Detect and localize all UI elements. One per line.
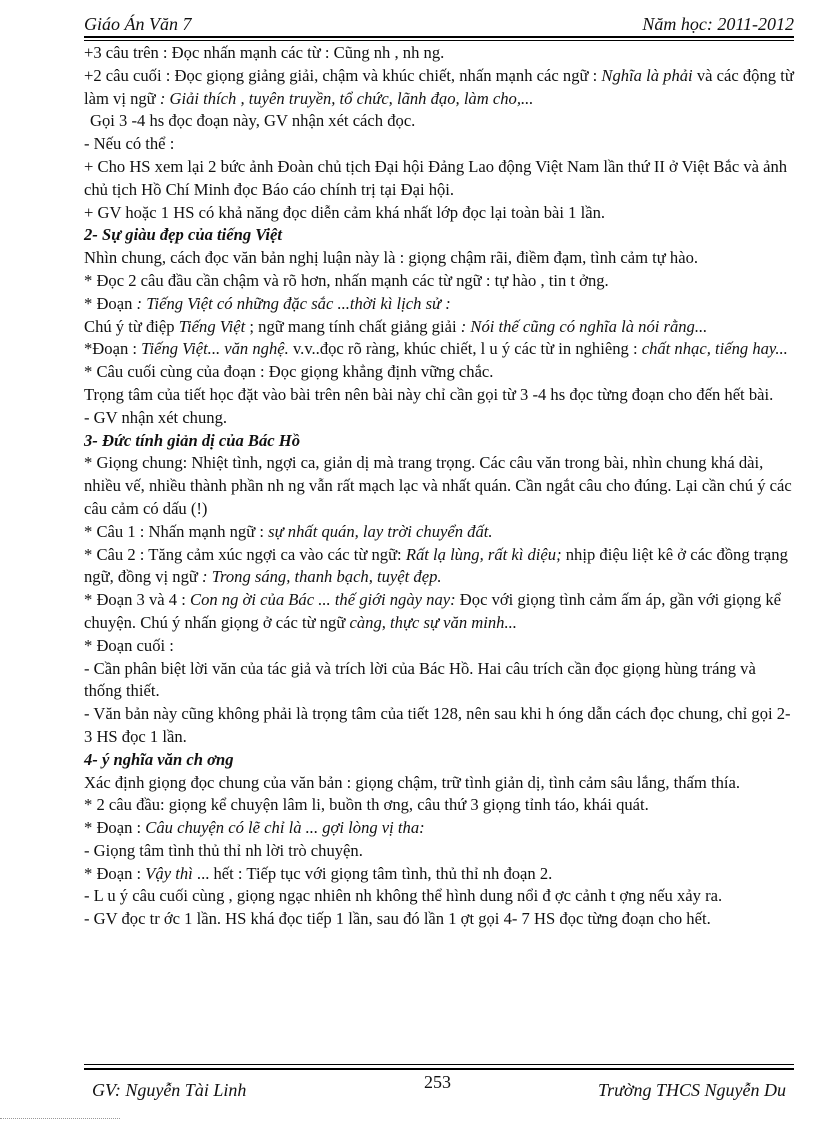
paragraph: Chú ý từ điệp Tiếng Việt ; ngữ mang tính chất giảng giải : Nói thế cũng có nghĩa là nói rằng... (84, 316, 708, 336)
paragraph: Gọi 3 -4 hs đọc đoạn này, GV nhận xét cách đọc. (90, 111, 416, 131)
paragraph: * Đoạn : Câu chuyện có lẽ chỉ là ... gợi lòng vị tha: (84, 818, 425, 838)
page-footer (84, 1074, 794, 1104)
paragraph: - GV đọc tr ớc 1 lần. HS khá đọc tiếp 1 lần, sau đó lần 1 ợt gọi 4- 7 HS đọc từng đoạn cho hết. (84, 909, 711, 929)
section-heading-2: 2- Sự giàu đẹp của tiếng Việt (84, 225, 283, 245)
header-school-year: Năm học: 2011-2012 (642, 14, 794, 34)
paragraph: * 2 câu đầu: giọng kể chuyện lâm li, buồn th ơng, câu thứ 3 giọng tỉnh táo, khái quát. (84, 795, 649, 815)
paragraph: Xác định giọng đọc chung của văn bản : giọng chậm, trữ tình giản dị, tình cảm sâu lắng, thấm thía. (84, 772, 740, 792)
header-rule-thin (84, 40, 794, 41)
footer-school: Trường THCS Nguyễn Du (598, 1080, 786, 1100)
footer-rule (84, 1068, 794, 1070)
paragraph: * Đoạn cuối : (84, 635, 174, 655)
page-header (84, 12, 794, 38)
paragraph: - Văn bản này cũng không phải là trọng tâm của tiết 128, nên sau khi h óng dẫn cách đọc chung, chỉ gọi 2- 3 HS đọc 1 lần. (84, 704, 791, 746)
footer-rule-thin (84, 1064, 794, 1065)
paragraph: + Cho HS xem lại 2 bức ảnh Đoàn chủ tịch Đại hội Đảng Lao động Việt Nam lần thứ II ở Việt Bắc và ảnh chủ tịch Hồ Chí Minh đọc Báo cáo chính trị tại Đại hội. (84, 156, 788, 199)
header-rule (84, 36, 794, 38)
paragraph: * Đoạn : Tiếng Việt có những đặc sắc ...thời kì lịch sử : (84, 293, 451, 313)
paragraph: - Cần phân biệt lời văn của tác giả và trích lời của Bác Hồ. Hai câu trích cần đọc giọng hùng tráng và thống thiết. (84, 658, 756, 701)
corner-dots (0, 1118, 120, 1119)
paragraph: * Giọng chung: Nhiệt tình, ngợi ca, giản dị mà trang trọng. Các câu văn trong bài, nhìn chung khá dài, nhiều vế, nhiều thành phần nh ng vẫn rất mạch lạc và nhất quán. Cần ngắt câu cho đúng. Lại cần chú ý các câu cảm có dấu (!) (84, 453, 792, 518)
paragraph: *Đoạn : Tiếng Việt... văn nghệ. v.v..đọc rõ ràng, khúc chiết, l u ý các từ in nghiêng : chất nhạc, tiếng hay... (84, 339, 788, 359)
paragraph: + GV hoặc 1 HS có khả năng đọc diễn cảm khá nhất lớp đọc lại toàn bài 1 lần. (84, 202, 606, 222)
paragraph: +3 câu trên : Đọc nhấn mạnh các từ : Cũng nh , nh ng. (84, 43, 445, 62)
paragraph: Nhìn chung, cách đọc văn bản nghị luận này là : giọng chậm rãi, điềm đạm, tình cảm tự hào. (84, 248, 699, 268)
section-heading-3: 3- Đức tính giản dị của Bác Hồ (84, 430, 300, 450)
document-body (84, 42, 796, 931)
footer-teacher: GV: Nguyễn Tài Linh (92, 1080, 247, 1100)
section-heading-4: 4- ý nghĩa văn ch ơng (84, 749, 234, 769)
paragraph: * Câu 1 : Nhấn mạnh ngữ : sự nhất quán, lay trời chuyển đất. (84, 521, 493, 541)
paragraph: - L u ý câu cuối cùng , giọng ngạc nhiên nh không thể hình dung nổi đ ợc cảnh t ợng nếu xảy ra. (84, 886, 723, 906)
page-number: 253 (424, 1072, 451, 1092)
paragraph: - GV nhận xét chung. (84, 407, 228, 427)
paragraph: * Câu cuối cùng của đoạn : Đọc giọng khẳng định vững chắc. (84, 362, 494, 382)
paragraph: +2 câu cuối : Đọc giọng giảng giải, chậm và khúc chiết, nhấn mạnh các ngữ : Nghĩa là phải và các động từ làm vị ngữ : Giải thích , tuyên truyền, tổ chức, lãnh đạo, làm cho,... (84, 65, 794, 108)
paragraph: * Câu 2 : Tăng cảm xúc ngợi ca vào các từ ngữ: Rất lạ lùng, rất kì diệu; nhịp điệu liệt kê ở các đồng trạng ngữ, đồng vị ngữ : Trong sáng, thanh bạch, tuyệt đẹp. (84, 544, 788, 587)
paragraph: Trọng tâm của tiết học đặt vào bài trên nên bài này chỉ cần gọi từ 3 -4 hs đọc từng đoạn cho đến hết bài. (84, 384, 774, 404)
paragraph: * Đoạn : Vậy thì ... hết : Tiếp tục với giọng tâm tình, thủ thỉ nh đoạn 2. (84, 863, 553, 883)
paragraph: - Nếu có thể : (84, 134, 175, 154)
paragraph: - Giọng tâm tình thủ thỉ nh lời trò chuyện. (84, 840, 363, 860)
paragraph: * Đọc 2 câu đầu cần chậm và rõ hơn, nhấn mạnh các từ ngữ : tự hào , tin t ởng. (84, 270, 609, 290)
paragraph: * Đoạn 3 và 4 : Con ng ời của Bác ... thế giới ngày nay: Đọc với giọng tình cảm ấm áp, gần với giọng kể chuyện. Chú ý nhấn giọng ở các từ ngữ càng, thực sự văn minh... (84, 590, 782, 632)
header-subject: Giáo Án Văn 7 (84, 14, 192, 34)
